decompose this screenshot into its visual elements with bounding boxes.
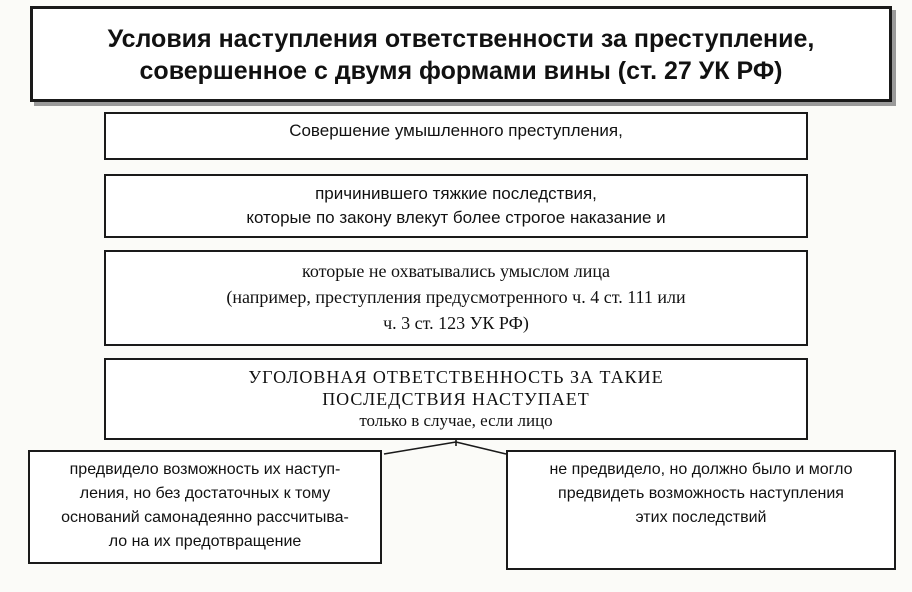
box-line: Совершение умышленного преступления, [289,121,623,140]
box-line: ч. 3 ст. 123 УК РФ) [383,313,529,333]
condition-box-intentional-crime [104,112,808,160]
branch-line-right [456,442,506,454]
condition-box-grave-consequences [104,174,808,238]
box-line: которые по закону влекут более строгое наказание и [246,208,666,227]
liability-condition: только в случае, если лицо [359,411,553,430]
box-line: этих последствий [635,509,767,526]
diagram-title [30,6,892,102]
branch-box-did-not-foresee [506,450,896,570]
title-line-1: Условия наступления ответственности за преступление, [107,25,815,53]
box-line: ло на их предотвращение [108,533,302,550]
box-line: предвидеть возможность наступления [558,485,844,502]
branch-box-foresaw [28,450,382,564]
title-line-2: совершенное с двумя формами вины (ст. 27 УК РФ) [139,57,783,85]
branch-line-left [384,442,456,454]
condition-box-not-covered-by-intent [104,250,808,346]
box-line: причинившего тяжкие последствия, [315,184,597,203]
box-line: ления, но без достаточных к тому [79,485,331,502]
box-line: не предвидело, но должно было и могло [549,461,853,478]
liability-box [104,358,808,440]
box-line: которые не охватывались умыслом лица [302,261,610,281]
liability-line-2: ПОСЛЕДСТВИЯ НАСТУПАЕТ [322,389,590,409]
box-line: (например, преступления предусмотренного ч. 4 ст. 111 или [226,287,686,307]
liability-line-1: УГОЛОВНАЯ ОТВЕТСТВЕННОСТЬ ЗА ТАКИЕ [248,367,664,387]
box-line: оснований самонадеянно рассчитыва- [61,509,349,526]
box-line: предвидело возможность их наступ- [69,461,341,478]
